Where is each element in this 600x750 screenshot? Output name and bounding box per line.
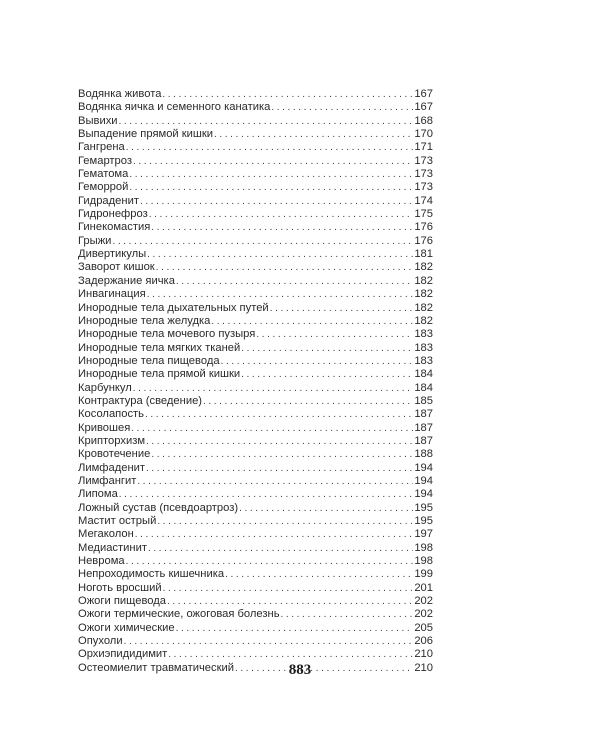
toc-entry-page: 182 (414, 314, 433, 327)
toc-entry-title: Дивертикулы (78, 248, 147, 261)
toc-entry-title: Мастит острый (78, 515, 157, 527)
toc-entry (78, 195, 433, 208)
toc-entry (78, 302, 433, 315)
toc-dot-leader (211, 315, 413, 328)
toc-dot-leader (149, 208, 414, 221)
toc-dot-leader (256, 328, 413, 341)
toc-entry (78, 595, 433, 608)
toc-dot-leader (271, 101, 413, 114)
toc-dot-leader (176, 275, 413, 288)
toc-entry-title: Липома (78, 488, 118, 501)
toc-entry-page: 182 (414, 301, 433, 314)
toc-dot-leader (146, 462, 413, 475)
toc-entry (78, 235, 433, 248)
toc-dot-leader (133, 155, 413, 168)
toc-entry-title: Мегаколон (78, 528, 134, 541)
toc-dot-leader (147, 288, 414, 301)
toc-entry (78, 515, 433, 528)
toc-entry-page: 187 (414, 421, 433, 434)
toc-entry-page: 195 (414, 515, 433, 527)
toc-entry-page: 194 (414, 474, 433, 487)
toc-entry-page: 168 (414, 114, 433, 127)
toc-entry-page: 187 (414, 408, 433, 421)
toc-entry-title: Вывихи (78, 114, 118, 127)
toc-entry-page: 174 (414, 194, 433, 207)
toc-entry (78, 315, 433, 328)
toc-dot-leader (124, 635, 414, 648)
toc-entry (78, 88, 433, 101)
toc-entry-page: 188 (414, 448, 433, 461)
toc-entry (78, 555, 433, 568)
toc-entry-page: 176 (414, 234, 433, 247)
toc-entry-page: 181 (414, 248, 433, 261)
toc-entry (78, 221, 433, 234)
toc-dot-leader (214, 128, 413, 141)
toc-entry-title: Ноготь вросший (78, 581, 162, 594)
toc-dot-leader (239, 502, 413, 515)
toc-entry-page: 210 (414, 661, 433, 674)
toc-dot-leader (112, 235, 413, 248)
toc-entry (78, 101, 433, 114)
toc-dot-leader (221, 355, 414, 368)
toc-entry (78, 475, 433, 488)
toc-dot-leader (148, 542, 413, 555)
toc-dot-leader (151, 448, 413, 461)
toc-entry-page: 206 (414, 635, 433, 648)
toc-entry-page: 175 (414, 208, 433, 221)
toc-entry-title: Крипторхизм (78, 434, 146, 447)
toc-entry (78, 355, 433, 368)
toc-entry (78, 275, 433, 288)
toc-entry (78, 261, 433, 274)
toc-dot-leader (129, 181, 413, 194)
toc-entry-title: Гемартроз (78, 154, 132, 167)
toc-entry-page: 171 (414, 141, 433, 154)
toc-entry (78, 408, 433, 421)
toc-entry-page: 202 (414, 608, 433, 621)
toc-dot-leader (137, 475, 413, 488)
toc-entry (78, 488, 433, 501)
toc-entry (78, 395, 433, 408)
toc-entry-page: 187 (414, 434, 433, 447)
toc-entry-title: Карбункул (78, 381, 132, 394)
toc-entry-title: Кривошея (78, 421, 131, 434)
toc-entry (78, 448, 433, 461)
toc-entry (78, 435, 433, 448)
toc-entry (78, 328, 433, 341)
toc-entry-title: Инородные тела желудка (78, 314, 211, 327)
toc-dot-leader (151, 221, 413, 234)
toc-entry-title: Грыжи (78, 234, 112, 247)
toc-dot-leader (241, 342, 413, 355)
toc-entry-title: Заворот кишок (78, 261, 155, 274)
toc-dot-leader (133, 382, 414, 395)
toc-dot-leader (126, 141, 414, 154)
toc-dot-leader (167, 595, 413, 608)
toc-dot-leader (119, 115, 414, 128)
toc-entry-page: 170 (414, 128, 433, 141)
toc-dot-leader (270, 302, 414, 315)
toc-entry-title: Косолапость (78, 408, 145, 421)
toc-entry-title: Неврома (78, 555, 125, 568)
toc-entry (78, 288, 433, 301)
toc-entry-title: Остеомиелит травматический (78, 661, 235, 674)
toc-entry (78, 248, 433, 261)
toc-dot-leader (140, 195, 413, 208)
toc-entry-title: Ложный сустав (псевдоартроз) (78, 501, 239, 514)
toc-entry-title: Гидраденит (78, 194, 139, 207)
toc-dot-leader (126, 555, 414, 568)
toc-entry (78, 568, 433, 581)
toc-entry (78, 608, 433, 621)
toc-dot-leader (147, 248, 413, 261)
toc-entry-page: 197 (414, 528, 433, 541)
toc-entry-page: 182 (414, 261, 433, 274)
toc-entry-title: Орхиэпидидимит (78, 648, 168, 661)
toc-entry (78, 128, 433, 141)
toc-dot-leader (281, 608, 414, 621)
toc-entry-title: Водянка яичка и семенного канатика (78, 101, 271, 114)
toc-entry-title: Инородные тела пищевода (78, 354, 220, 367)
toc-entry-title: Гидронефроз (78, 208, 148, 221)
toc-entry-page: 183 (414, 341, 433, 354)
toc-entry-title: Гангрена (78, 141, 125, 154)
toc-entry-title: Лимфаденит (78, 461, 146, 474)
toc-entry-title: Ожоги термические, ожоговая болезнь (78, 608, 280, 621)
toc-dot-leader (203, 395, 413, 408)
toc-entry (78, 462, 433, 475)
toc-entry-title: Лимфангит (78, 474, 137, 487)
toc-dot-leader (241, 368, 413, 381)
toc-entry-title: Непроходимость кишечника (78, 568, 225, 581)
toc-dot-leader (145, 408, 413, 421)
toc-dot-leader (162, 88, 413, 101)
toc-entry (78, 342, 433, 355)
toc-entry-title: Гинекомастия (78, 221, 151, 234)
table-of-contents (78, 88, 433, 675)
toc-entry-title: Медиастинит (78, 541, 147, 554)
toc-entry-page: 194 (414, 461, 433, 474)
toc-entry-page: 205 (414, 621, 433, 634)
toc-entry (78, 635, 433, 648)
toc-entry (78, 582, 433, 595)
toc-entry-page: 184 (414, 368, 433, 381)
toc-entry-title: Инородные тела мягких тканей (78, 341, 241, 354)
toc-entry-page: 183 (414, 354, 433, 367)
toc-dot-leader (168, 648, 413, 661)
toc-entry (78, 155, 433, 168)
toc-entry (78, 622, 433, 635)
toc-entry-title: Контрактура (сведение) (78, 394, 203, 407)
toc-entry-page: 184 (414, 381, 433, 394)
toc-entry-page: 210 (414, 648, 433, 661)
toc-entry (78, 168, 433, 181)
toc-dot-leader (225, 568, 413, 581)
toc-entry-title: Геморрой (78, 181, 129, 194)
toc-entry-title: Ожоги химические (78, 621, 175, 634)
toc-entry-page: 198 (414, 541, 433, 554)
toc-entry-page: 202 (414, 595, 433, 608)
toc-entry-page: 176 (414, 221, 433, 234)
toc-entry (78, 208, 433, 221)
toc-dot-leader (163, 582, 414, 595)
toc-entry (78, 181, 433, 194)
toc-entry (78, 502, 433, 515)
toc-entry-title: Опухоли (78, 635, 123, 648)
toc-entry-title: Выпадение прямой кишки (78, 128, 214, 141)
toc-entry (78, 422, 433, 435)
toc-entry-page: 194 (414, 488, 433, 501)
toc-entry-title: Инородные тела прямой кишки (78, 368, 241, 381)
toc-entry (78, 368, 433, 381)
toc-dot-leader (135, 528, 414, 541)
toc-dot-leader (119, 488, 414, 501)
toc-entry-title: Инородные тела мочевого пузыря (78, 328, 256, 341)
toc-entry-page: 198 (414, 555, 433, 568)
toc-entry-page: 183 (414, 328, 433, 341)
toc-dot-leader (131, 422, 413, 435)
toc-entry-page: 182 (414, 274, 433, 287)
toc-dot-leader (157, 515, 413, 528)
toc-dot-leader (129, 168, 413, 181)
toc-entry (78, 115, 433, 128)
toc-entry-page: 182 (414, 288, 433, 301)
toc-entry-page: 195 (414, 501, 433, 514)
toc-entry-title: Инвагинация (78, 288, 146, 301)
toc-entry-page: 199 (414, 568, 433, 581)
toc-entry-page: 201 (414, 581, 433, 594)
toc-entry (78, 542, 433, 555)
toc-entry (78, 528, 433, 541)
toc-entry-title: Ожоги пищевода (78, 595, 166, 608)
toc-entry-page: 185 (414, 394, 433, 407)
toc-entry-title: Водянка живота (78, 88, 162, 100)
toc-dot-leader (156, 261, 414, 274)
toc-dot-leader (146, 435, 413, 448)
toc-entry-page: 167 (414, 101, 433, 114)
page-number: 883 (288, 662, 312, 678)
toc-entry (78, 648, 433, 661)
toc-entry (78, 382, 433, 395)
toc-entry (78, 141, 433, 154)
toc-entry-page: 173 (414, 154, 433, 167)
toc-dot-leader (176, 622, 414, 635)
toc-entry-title: Гематома (78, 168, 129, 181)
toc-entry-page: 173 (414, 181, 433, 194)
toc-entry-title: Задержание яичка (78, 274, 175, 287)
toc-entry-page: 173 (414, 168, 433, 181)
toc-entry-page: 167 (414, 88, 433, 100)
toc-entry-title: Инородные тела дыхательных путей (78, 301, 269, 314)
toc-entry-title: Кровотечение (78, 448, 151, 461)
